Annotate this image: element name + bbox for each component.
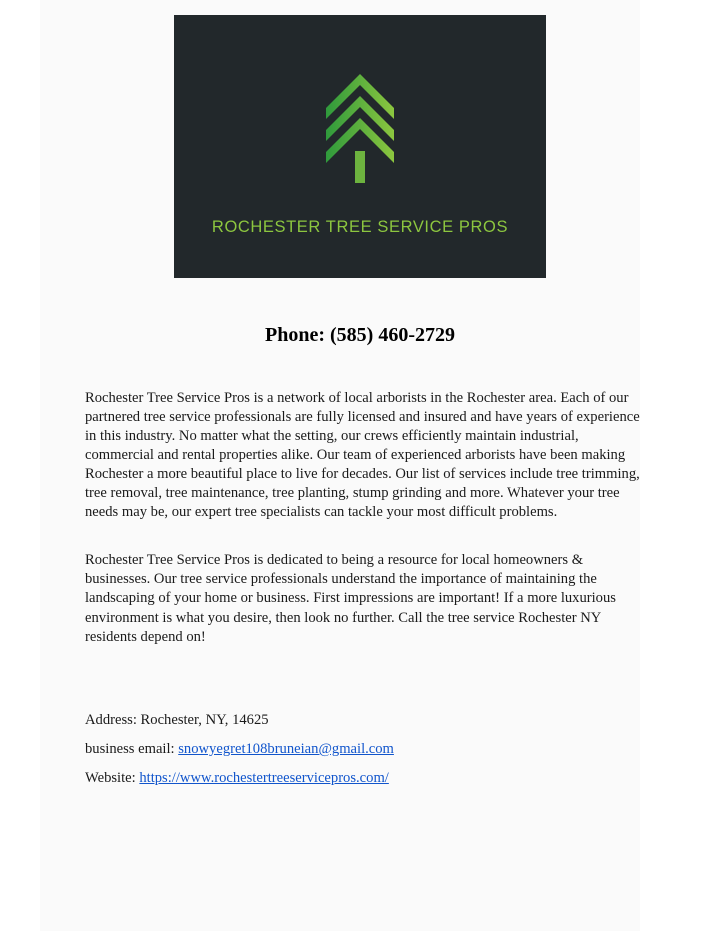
website-link[interactable]: https://www.rochestertreeservicepros.com/	[139, 770, 389, 786]
website-line	[85, 769, 389, 788]
address-line: Address: Rochester, NY, 14625	[85, 712, 269, 728]
intro-paragraph-container	[85, 389, 645, 522]
email-link[interactable]: snowyegret108bruneian@gmail.com	[178, 741, 394, 757]
pine-tree-icon	[174, 15, 546, 278]
logo-company-name: ROCHESTER TREE SERVICE PROS	[211, 218, 509, 236]
company-logo	[174, 15, 546, 278]
phone-number: Phone: (585) 460-2729	[265, 324, 455, 346]
dedication-paragraph: Rochester Tree Service Pros is dedicated to being a resource for local homeowners & businesses. Our tree service professionals understand the importance of maintaining the landscaping of your home or business. First impressions are important! If a more luxurious environment is what you desire, then look no further. Call the tree service Rochester NY residents depend on!	[85, 552, 616, 645]
email-line	[85, 740, 394, 759]
email-label: business email:	[85, 741, 179, 757]
website-label: Website:	[85, 770, 140, 786]
intro-paragraph: Rochester Tree Service Pros is a network of local arborists in the Rochester area. Each of our partnered tree service professionals are fully licensed and insured and have years of experience in this industry. No matter what the setting, our crews efficiently maintain industrial, commercial and rental properties alike. Our team of experienced arborists have been making Rochester a more beautiful place to live for decades. Our list of services include tree trimming, tree removal, tree maintenance, tree planting, stump grinding and more. Whatever your tree needs may be, our expert tree specialists can tackle your most difficult problems.	[85, 390, 640, 520]
